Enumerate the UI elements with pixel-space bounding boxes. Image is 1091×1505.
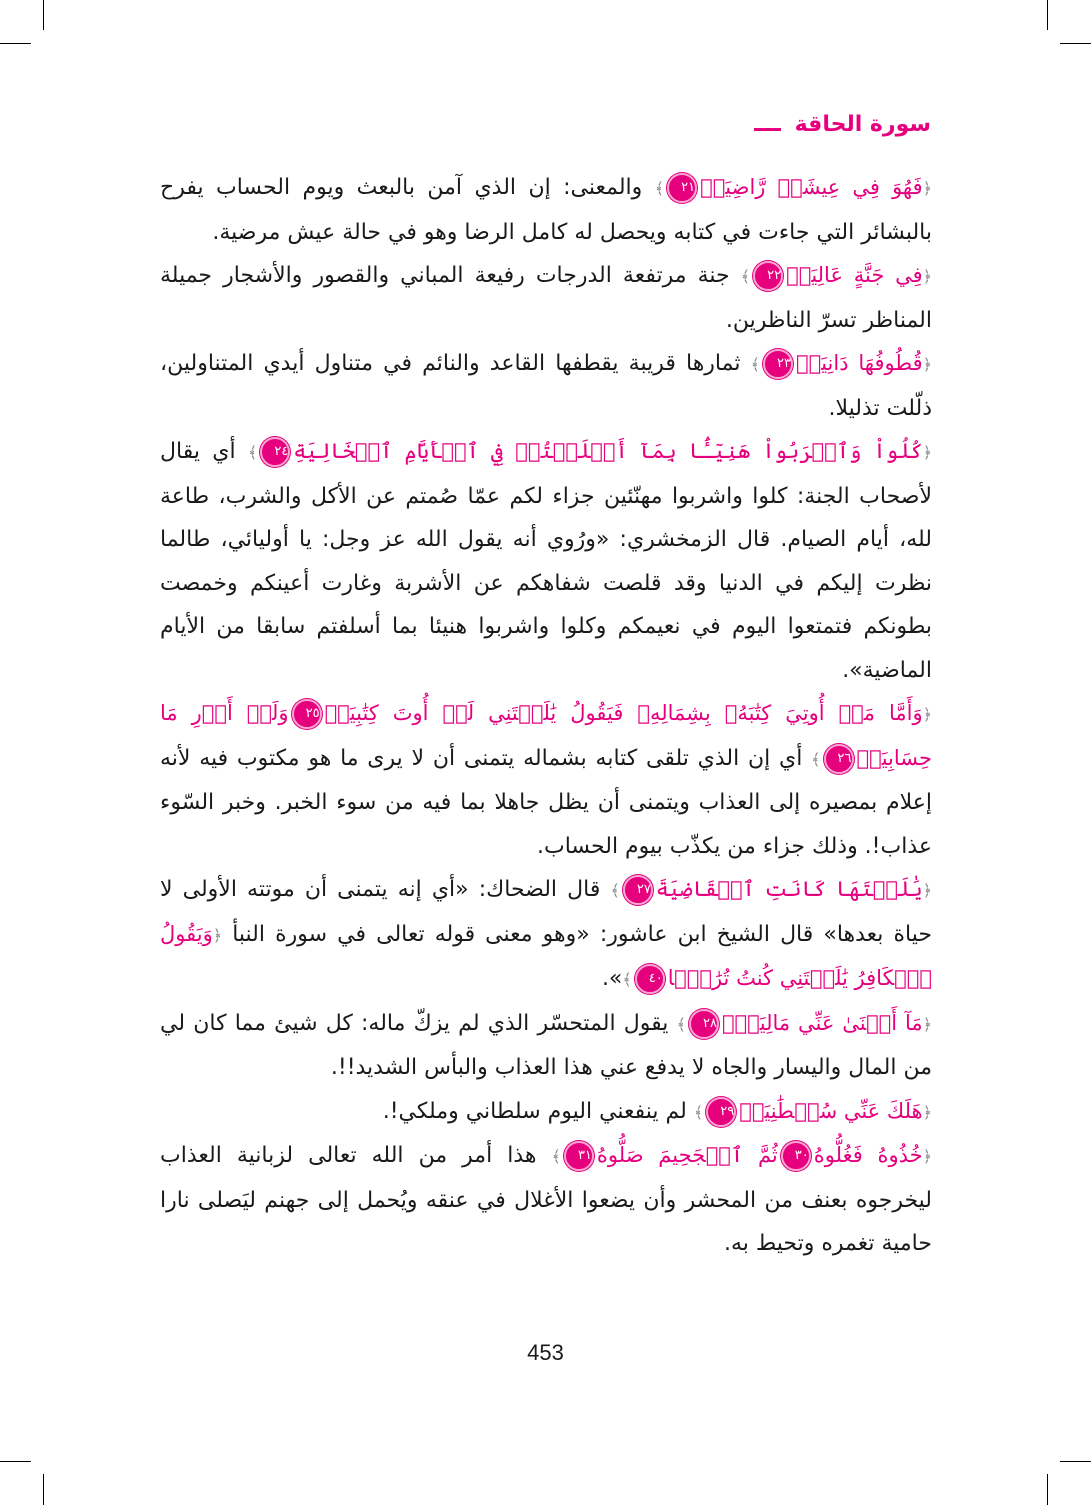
paragraph-ayah-22 [160,254,932,342]
quran-verse: هَلَكَ عَنِّي سُلۡطَٰنِيَهۡ [739,1098,923,1123]
commentary-text: ثمارها قريبة يقطفها القاعد والنائم في متناول أيدي المتناولين، ذلّلت تذليلا. [160,351,932,421]
crop-mark-top-left-vertical [43,0,44,30]
bracket-open: ﴿ [922,705,933,724]
crop-mark-bottom-left-horizontal [0,1461,31,1462]
bracket-open: ﴿ [922,267,933,286]
quran-verse: فَهُوَ فِي عِيشَةٖ رَّاضِيَةٖ [700,175,923,199]
paragraph-ayah-27 [160,868,932,1002]
commentary-text: أي إن الذي تلقى كتابه بشماله يتمنى أن لا يرى ما هو مكتوب فيه لأنه إعلام بمصيره إلى العذاب ويتمنى أن يظل جاهلا بما فيه من سوء الخبر. وخبر السّوء عذاب!. وذلك جزاء من يكذّب بيوم الحساب. [160,745,932,859]
quran-verse: كُلُواْ وَٱشۡرَبُواْ هَنِيٓـَٔۢا بِمَآ أَسۡلَفۡتُمۡ فِي ٱلۡأَيَّامِ ٱلۡخَالِيَةِ [293,439,923,463]
ayah-number-marker: ٢٩ [706,1097,736,1127]
paragraph-ayah-25-26 [160,692,932,868]
paragraph-ayah-30-31 [160,1134,932,1266]
ayah-number-marker: ٣١ [564,1141,594,1171]
ayah-number-marker: ٢١ [667,173,697,203]
ayah-number-marker: ٢٣ [763,349,793,379]
quran-verse: وَلَمۡ أَدۡرِ مَا حِسَابِيَهۡ [160,701,932,770]
quran-verse: قُطُوفُهَا دَانِيَةٞ [796,351,923,375]
commentary-text: والمعنى: إن الذي آمن بالبعث ويوم الحساب يفرح بالبشائر التي جاءت في كتابه ويحصل له كامل الرضا وهو في حالة عيش مرضية. [160,175,932,245]
bracket-open: ﴿ [922,881,933,900]
paragraph-ayah-24 [160,430,932,692]
commentary-text: يقول المتحسّر الذي لم يزكّ ماله: كل شيئ مما كان لي من المال واليسار والجاه لا يدفع عني هذا العذاب والبأس الشديد!!. [160,1010,932,1080]
bracket-close: ﴾ [248,443,258,462]
ayah-number-marker: ٢٧ [623,875,653,905]
ayah-number-marker: ٢٦ [824,744,854,774]
bracket-close: ﴾ [551,1147,561,1166]
bracket-open: ﴿ [922,355,932,374]
paragraph-ayah-21 [160,166,932,254]
bracket-open: ﴿ [212,925,223,945]
paragraph-ayah-29 [160,1090,932,1135]
bracket-close: ﴾ [676,1014,686,1034]
bracket-close: ﴾ [622,970,632,989]
bracket-open: ﴿ [922,443,933,462]
bracket-close: ﴾ [811,749,821,769]
surah-title: سورة الحاقة [794,112,931,137]
quran-verse: فِي جَنَّةٍ عَالِيَةٖ [786,263,923,287]
commentary-text: هذا أمر من الله تعالى لزبانية العذاب ليخرجوه بعنف من المحشر وأن يضعوا الأغلال في عنقه ويُحمل إلى جهنم ليَصلى نارا حامية تغمره وتحيط به. [160,1143,932,1256]
quran-verse: خُذُوهُ فَغُلُّوهُ [813,1143,923,1167]
bracket-open: ﴿ [922,1102,932,1122]
page-number: 453 [527,1340,564,1365]
crop-mark-top-left-horizontal [0,43,31,44]
crop-mark-bottom-left-vertical [43,1474,44,1505]
bracket-open: ﴿ [922,179,933,198]
paragraph-ayah-23 [160,342,932,430]
crop-mark-bottom-right-horizontal [1060,1461,1091,1462]
running-header [754,112,931,137]
bracket-close: ﴾ [654,179,665,198]
header-rule [754,128,781,131]
commentary-text: أي يقال لأصحاب الجنة: كلوا واشربوا مهنّئين جزاء لكم عمّا صُمتم عن الأكل والشرب، طاعة لله، أيام الصيام. قال الزمخشري: «ورُوي أنه يقول الله عز وجل: يا أوليائي، طالما نظرت إليكم في الدنيا وقد قلصت شفاهكم عن الأشربة وغارت أعينكم وخمصت بطونكم فتمتعوا اليوم في نعيمكم وكلوا واشربوا هنيئا بما أسلفتم سابقا من الأيام الماضية». [160,439,932,683]
ayah-number-marker: ٢٤ [260,437,290,467]
quran-verse: يَٰلَيۡتَهَا كَانَتِ ٱلۡقَاضِيَةَ [655,877,923,901]
closing-quote: ». [601,966,623,991]
ayah-number-marker: ٢٢ [753,261,783,291]
ayah-number-marker: ٣٠ [781,1141,811,1171]
quran-verse: وَأَمَّا مَنۡ أُوتِيَ كِتَٰبَهُۥ بِشِمَالِهِۦ فَيَقُولُ يَٰلَيۡتَنِي لَمۡ أُوتَ كِتَٰبِيَهۡ [324,701,923,725]
quran-verse: ثُمَّ ٱلۡجَحِيمَ صَلُّوهُ [596,1143,778,1167]
bracket-open: ﴿ [922,1147,932,1166]
bracket-close: ﴾ [693,1102,704,1122]
bracket-close: ﴾ [740,267,751,286]
tafsir-body [160,166,932,1266]
crop-mark-top-right-horizontal [1060,43,1091,44]
bracket-close: ﴾ [610,881,620,900]
commentary-text: لم ينفعني اليوم سلطاني وملكي!. [382,1098,687,1124]
commentary-text: جنة مرتفعة الدرجات رفيعة المباني والقصور والأشجار جميلة المناظر تسرّ الناظرين. [160,263,932,333]
quran-verse-inline: وَيَقُولُ ٱلۡكَافِرُ يَٰلَيۡتَنِي كُنتُ تُرَٰبَۢا [160,921,932,990]
bracket-open: ﴿ [922,1014,932,1034]
crop-mark-top-right-vertical [1047,0,1048,30]
quran-verse: مَآ أَغۡنَىٰ عَنِّي مَالِيَهۡۜ [721,1010,923,1035]
ayah-number-marker: ٢٥ [292,699,322,729]
ayah-number-marker: ٢٨ [689,1009,719,1039]
ayah-number-marker: ٤٠ [635,964,665,994]
paragraph-ayah-28 [160,1002,932,1090]
crop-mark-bottom-right-vertical [1047,1474,1048,1505]
bracket-close: ﴾ [750,355,760,374]
commentary-text: قال الضحاك: «أي إنه يتمنى أن موتته الأولى لا حياة بعدها» قال الشيخ ابن عاشور: «وهو معنى قوله تعالى في سورة النبأ [160,877,932,947]
